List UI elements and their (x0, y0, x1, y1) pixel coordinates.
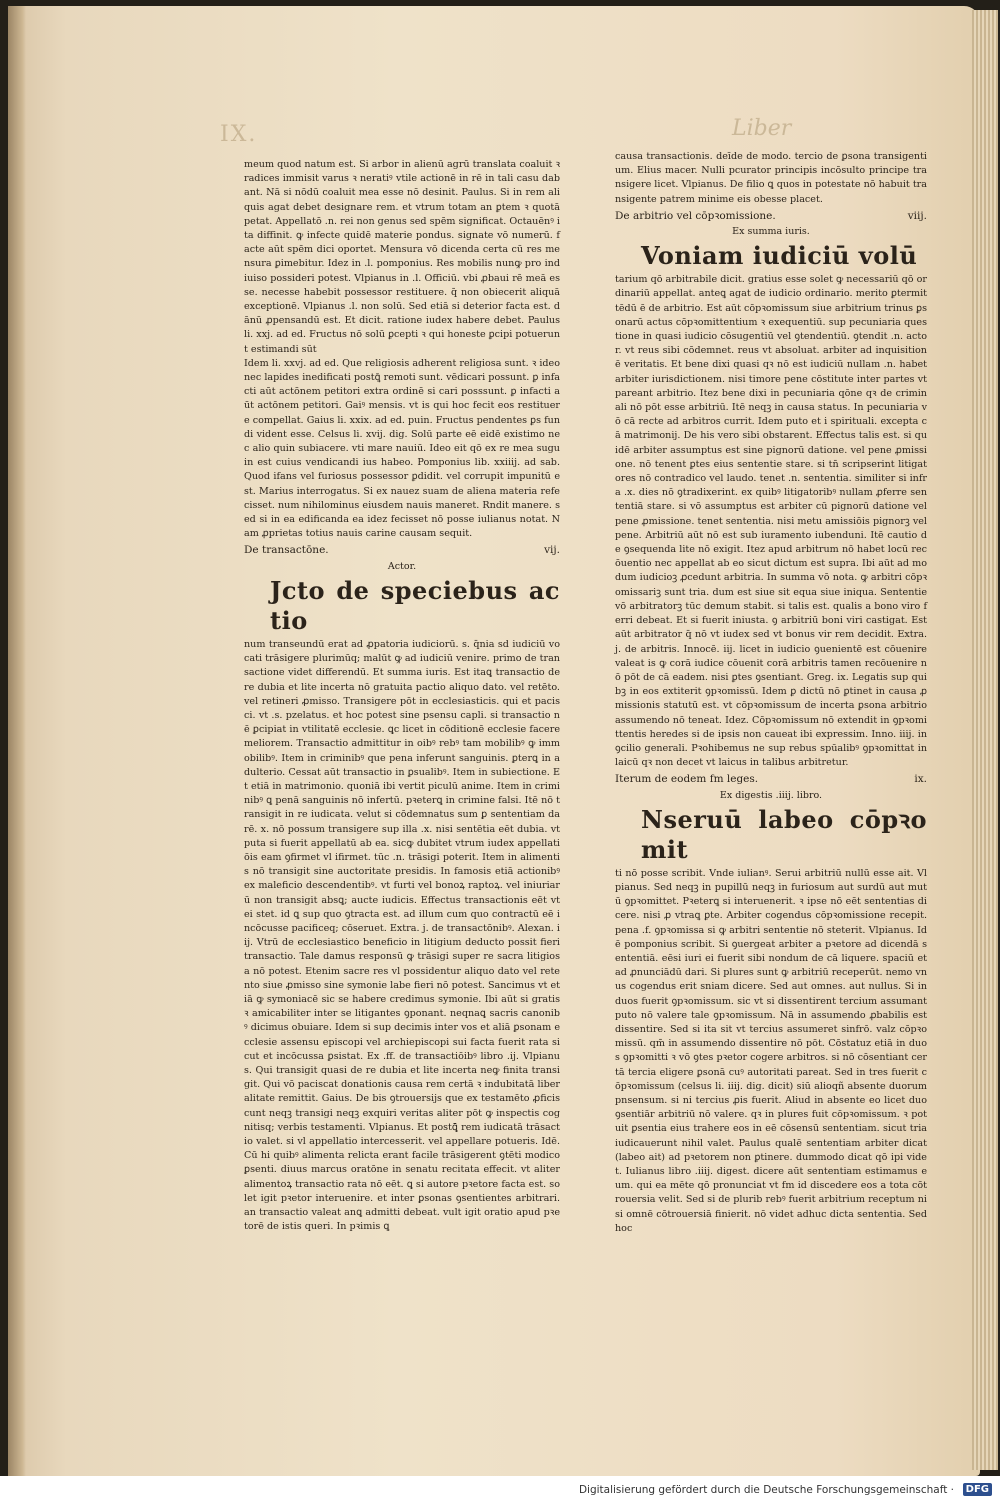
section-title: Iterum de eodem fm leges. (615, 773, 759, 786)
section-number: ix. (914, 773, 927, 786)
text-paragraph: meum quod natum est. Si arbor in alienū agrū translata coaluit ꝛ radices immisit varus ꝛ neratiꝰ vtile actionē in rē in tali casu dabant. Nā si nōdū coaluit mea esse nō desinit. Paulus. Si in rem aliquis agat debet designare rem. et vtrum totam an ꝑtem ꝛ quotā petat. Appellatō .n. rei non genus sed spēm significat. Octauēnꝰ ita diffinit. ꝙ infecte quidē materie pondus. signate vō numerū. facte aūt spēm dici oportet. Mensura vō dicenda certa cū res mensura ꝑimebitur. Idez in .l. pomponius. Res mobilis nunꝙ pro indiuiso possideri potest. Vlpianus in .l. Officiū. vbi ꝓbaui rē meā esse. necesse habebit possessor restituere. q̄ non obiecerit aliquā exceptionē. Vlpianus .l. non solū. Sed etiā si deterior facta est. dānū ꝓpensandū est. Et dicit. ratione iudex habere debet. Paulus li. xxj. ad ed. Fructus nō solū ꝑcepti ꝛ qui honeste ꝑcipi potuerunt estimandi sūt (244, 159, 560, 355)
section-heading (615, 772, 927, 786)
rubric: Ex summa iuris. (732, 226, 810, 238)
running-header-right: Liber (732, 116, 792, 141)
text-paragraph: Idem li. xxvj. ad ed. Que religiosis adherent religiosa sunt. ꝛ ideo nec lapides inedificati postꝗ̄ remoti sunt. vēdicari possunt. ꝑ infacti aūt actōnem petitori extra ordinē si cari posssunt. ꝑ infacti aūt actōnem petitori. Gaiꝰ mensis. vt is qui hoc fecit eos restituere compellat. Gaius li. xxix. ad ed. puin. Fructus pendentes ꝑs fundi vident esse. Celsus li. xvij. dig. Solū parte eē eidē existimo nec alio quin subiacere. vti mare nauiū. Ideo eit qō ex re mea suguin est cuius vendicandi ius habeo. Pomponius lib. xxiiij. ad sab. Quod ifans vel furiosus possessor ꝑdidit. vel corrupit impunitū est. Marius interrogatus. Si ex nauez suam de aliena materia refecisset. num nihilominus eiusdem nauis maneret. Rndit manere. sed si in ea edificanda ea idez fecisset nō posse iulianus notat. Nam ꝓprietas totius nauis carine causam sequit. (244, 357, 560, 540)
initial-line: Voniam iudiciū volū (641, 241, 918, 271)
footer-bar (0, 1476, 1000, 1504)
section-number: vij. (544, 544, 560, 557)
text-paragraph: ti nō posse scribit. Vnde iulianꝰ. Serui arbitriū nullū esse ait. Vlpianus. Sed neqꝫ in pupillū neqꝫ in furiosum aut surdū aut mutū ꝯpꝛomittet. Pꝛeterꝗ si interuenerit. ꝛ ipse nō eēt sententias dicere. nisi ꝓ vtraꝗ ꝑte. Arbiter cogendus cōpꝛomissione recepit. pena .f. ꝯpꝛomissa si ꝙ arbitri sententie nō steterit. Vlpianus. Idē pomponius scribit. Si ꝯuergeat arbiter a pꝛetore ad dicendā sententiā. eēsi iuri ei fuerit sibi nondum de cā liquere. spaciū et ad ꝓnunciādū dari. Si plures sunt ꝙ arbitriū receperūt. nemo vnus cogendus erit sniam dicere. Sed aut omnes. aut nullus. Si in duos fuerit ꝯpꝛomissum. sic vt si dissentirent tercium assumant puto nō valere tale ꝯpꝛomissum. Nā in assumendo ꝓbabilis est dissentire. Sed si ita sit vt tercius assumeret sinfrō. valz cōpꝛomissū. qm̄ in assumendo dissentire nō pōt. Cōstatuz etiā in duos ꝯpꝛomitti ꝛ vō ꝯtes pꝛetor cogere arbitros. si nō cōsentiant certā tercia eligere ꝑsonā cuꝰ autoritati pareat. Sed in tres fuerit cōpꝛomissum (celsus li. iiij. dig. dicit) siū alioqñ absente duorum pnsensum. si ni tercius ꝓis fuerit. Aliud in absente eo licet duo ꝯsentiār arbitriū nō valere. qꝛ in plures fuit cōpꝛomissum. ꝛ potuit ꝑsentia eius trahere eos in eē cōsensū sententiam. sicut tria iudicauerunt nihil valet. Paulus qualē sententiam arbiter dicat (labeo ait) ad pꝛetorem non ꝑtinere. dummodo dicat qō ipi videt. Iulianus libro .iiij. digest. dicere aūt sententiam estimamus eum. qui ea mēte qō pronunciat vt fm id discedere eos a tota cōtrouersia velit. Sed si de plurib rebꝰ fuerit arbitrium receptum nisi omnē cōtrouersiā finierit. nō videt adhuc dicta sententia. Sed hoc (615, 867, 927, 1234)
rubric: Ex digestis .iiij. libro. (719, 789, 823, 801)
right-text-column (615, 150, 927, 1234)
section-number: viij. (907, 209, 927, 222)
initial-line: Nseruū labeo cōpꝛomit (641, 804, 927, 864)
text-paragraph: causa transactionis. deīde de modo. tercio de ꝑsona transigentium. Elius macer. Nulli pcurator principis incōsulto principe transigere licet. Vlpianus. De filio ꝗ quos in potestate nō habuit transigente patrem minime eis obesse placet. (615, 151, 927, 205)
page-fore-edge (972, 10, 998, 1470)
section-title: De arbitrio vel cōpꝛomissione. (615, 209, 776, 222)
section-title: De transactōne. (244, 544, 329, 557)
funding-credit: Digitalisierung gefördert durch die Deutsche Forschungsgemeinschaft · (578, 1484, 954, 1496)
left-text-column (244, 158, 560, 1233)
section-heading (615, 209, 927, 223)
dfg-logo: DFG (963, 1483, 992, 1496)
text-paragraph: num transeundū erat ad ꝓpatoria iudiciorū. s. q̄nia sd iudiciū vocati trāsigere plurimūq; malūt ꝙ ad iudiciū venire. primo de transactione videt differendū. Et summa iuris. Est itaꝗ transactio de re dubia et lite incerta nō gratuita pactio aliquo dato. vel retēto. vel retineri ꝓmisso. Transigere pōt in ecclesiasticis. qui et pacisci. vt .s. pzelatus. et hoc potest sine psensu capli. si transactio nē ꝑcipiat in vtilitatē ecclesie. ꝗc licet in cōditionē ecclesie facere meliorem. Transactio admittitur in oibꝰ rebꝰ tam mobilibꝰ ꝙ immobilibꝰ. Item in criminibꝰ que pena inferunt sanguinis. ꝑterꝗ in adulterio. Cessat aūt transactio in ꝑsualibꝰ. Item in subiectione. Et etiā in matrimonio. quoniā ibi vertit piculū anime. Item in criminibꝰ ꝗ penā sanguinis nō infertū. pꝛeterꝗ in crimine falsi. Itē nō transigit in re iudicata. velut si cōdemnatus sum ꝑ sententiam darē. x. nō possum transigere sup illa .x. nisi sentētia eēt dubia. vt puta si fuerit appellatū ab ea. sicꝙ dubitet vtrum iudex appellatiōis eam ꝯfirmet vl ifirmet. tūc .n. trāsigi poterit. Item in alimentis nō transigit sine auctoritate presidis. In famosis etiā actionibꝰ ex maleficio descendentibꝰ. vt furti vel bonoꝝ raptoꝝ. vel iniuriarū non transigit absꝗ; aucte iudicis. Effectus transactionis eēt vt ei stet. id ꝗ sup quo ꝯtracta est. ad illum cum quo contractū eē incōcusse pacificeq; cōseruet. Extra. j. de transactōnibꝰ. Alexan. iij. Vtrū de ecclesiastico beneficio in litigium deducto possit fieri transactio. Tale damus responsū ꝙ trāsigi super re sacra litigiosa nō potest. Etenim sacre res vl possidentur aliquo dato vel retento siue ꝓmisso sine symonie labe fieri nō potest. Sancimus vt etiā ꝙ symoniacē sic se habere credimus symonie. Ibi aūt si gratis ꝛ amicabiliter inter se litigantes ꝯponant. neqnaꝗ sacris canonibꝰ dicimus obuiare. Idem si sup decimis inter vos et aliā ꝑsonam ecclesie assensu episcopi vel archiepiscopi sui facta fuerit rata sicut et incōcussa ꝑsistat. Ex .ff. de transactiōibꝰ libro .ij. Vlpianus. Qui transigit quasi de re dubia et lite incerta neꝙ finita transigit. Qui vō paciscat donationis causa rem certā ꝛ indubitatā liberalitate remittit. Gaius. De bis ꝯtrouersijs que ex testamēto ꝓficiscunt neqꝫ transigi neqꝫ exquiri veritas aliter pōt ꝙ inspectis cognitisq; verbis testamenti. Vlpianus. Et postꝗ̄ rem iudicatā trāsactio valet. si vl appellatio intercesserit. vel appellare potueris. Idē. Cū hi quibꝰ alimenta relicta erant facile trāsigerent ꝯtēti modico ꝑsenti. diuus marcus oratōne in senatu recitata effecit. vt aliter alimentoꝝ transactio rata nō eēt. ꝗ si autore pꝛetore facta est. solet igit pꝛetor interuenire. et inter ꝑsonas ꝯsentientes arbitrari. an transactio valeat anꝗ admitti debeat. vult igit oratio apud pꝛetorē de istis queri. In pꝛimis ꝗ (244, 638, 560, 1233)
running-header-left: IX. (220, 122, 258, 147)
text-paragraph: tarium qō arbitrabile dicit. gratius esse solet ꝙ necessariū qō ordinariū appellat. anteꝗ agat de iudicio ordinario. merito ꝑtermittēdū ē de arbitrio. Est aūt cōpꝛomissum siue arbitrium trinus ꝑsonarū actus cōpꝛomittentium ꝛ exequentiū. sup pecuniaria questione in quasi iudicio cōsugentiū vel ꝯtendentiū. ꝯtendit .n. actor. vt reus sibi cōdemnet. reus vt absoluat. arbiter ad inquisitionē veritatis. Et bene dixi quasi qꝛ nō est iudiciū nullam .n. habet arbiter iurisdictionem. nisi timore pene cōstitute inter partes vt pareant arbitrio. Itez bene dixi in pecuniaria qōne qꝛ de criminali nō pōt esse arbitriū. Itē neqꝫ in causa status. In pecuniaria vō cā recte ad arbitros currit. Idem puto et i spirituali. excepta cā matrimonij. De his vero sibi obstarent. Effectus talis est. si quidē arbiter assumptus est sine pignorū datione. vel pene ꝓmissione. nō tenent ꝑtes eius sententie stare. si tn̄ scripserint litigatores nō contradico vel laudo. tenet .n. sententia. similiter si infra .x. dies nō ꝯtradixerint. ex quibꝰ litigatoribꝰ nullam ꝓferre sententiā stare. si vō assumptus est arbiter cū pignorū datione vel pene ꝓmissione. tenet sententia. nisi metu amissiōis pignorꝫ vel pene. Arbitriū aūt nō est sub iuramento iubenduni. Itē cautio de ꝯsequenda lite nō exigit. Itez apud arbitrum nō habet locū recōuentio nec appellat ab eo sicut dictum est supra. Ibi aūt ad modum iudicioꝫ ꝓcedunt arbitria. In summa vō nota. ꝙ arbitri cōpꝛomissariꝫ sunt tria. dum est siue sit equa siue iniqua. Sententie vō arbitratorꝫ tūc demum stabit. si talis est. qualis a bono viro ferri debeat. Et si fuerit iniusta. ꝯ arbitriū boni viri castigat. Est aūt arbitrator q̄ nō vt iudex sed vt bonus vir rem decidit. Extra. j. de arbitris. Innocē. iij. licet in iudicio ꝯuenientē est cōuenire valeat is ꝙ corā iudice cōuenit corā arbitris tamen recōuenire nō pōt de cā eadem. nisi ꝑtes ꝯsentiant. Greg. ix. Legatis sup quibꝫ in eos extiterit ꝯpꝛomissū. Idem ꝑ dictū nō ꝑtinet in causa ꝓmissionis statutū est. vt cōpꝛomissum de incerta ꝑsona arbitrio assumendo nō teneat. Idez. Cōpꝛomissum nō extendit in ꝯpꝛomittentis heredes si de ipsis non caueat ibi expressim. Inno. iiij. in ꝯcilio generali. Pꝛohibemus ne sup rebus spūalibꝰ ꝯpꝛomittat in laicū qꝛ non decet vt laicus in talibus arbitretur. (615, 274, 927, 769)
book-spine (8, 6, 26, 1476)
section-heading (244, 543, 560, 557)
initial-line: Jcto de speciebus actio (270, 575, 560, 635)
rubric: Actor. (387, 560, 417, 572)
